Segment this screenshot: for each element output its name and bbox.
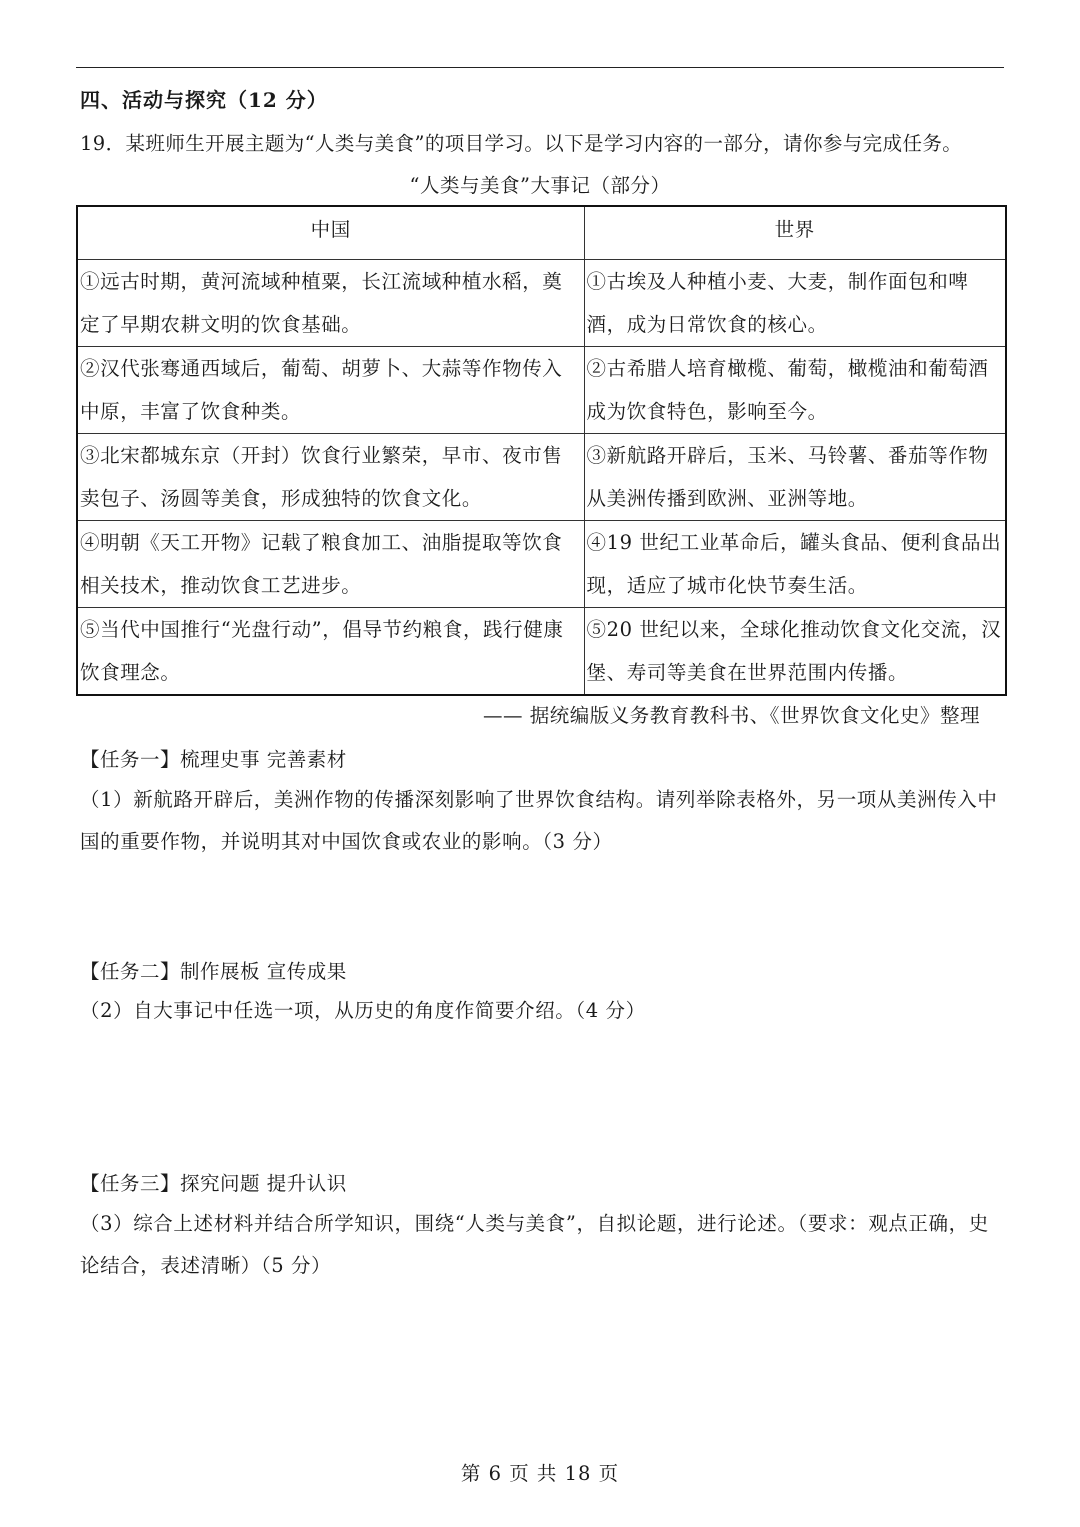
cell-china-4: ④明朝《天工开物》记载了粮食加工、油脂提取等饮食相关技术，推动饮食工艺进步。 bbox=[77, 521, 584, 608]
header-rule bbox=[76, 67, 1004, 68]
cell-world-5: ⑤20 世纪以来，全球化推动饮食文化交流，汉堡、寿司等美食在世界范围内传播。 bbox=[584, 608, 1006, 696]
cell-world-3: ③新航路开辟后，玉米、马铃薯、番茄等作物从美洲传播到欧洲、亚洲等地。 bbox=[584, 434, 1006, 521]
cell-china-2: ②汉代张骞通西域后，葡萄、胡萝卜、大蒜等作物传入中原，丰富了饮食种类。 bbox=[77, 347, 584, 434]
cell-world-2: ②古希腊人培育橄榄、葡萄，橄榄油和葡萄酒成为饮食特色，影响至今。 bbox=[584, 347, 1006, 434]
task-3-question: （3）综合上述材料并结合所学知识，围绕“人类与美食”，自拟论题，进行论述。（要求：观点正确，史论结合，表述清晰）（5 分） bbox=[80, 1212, 989, 1277]
table-row bbox=[77, 434, 1006, 521]
header-china: 中国 bbox=[77, 206, 584, 260]
chronicle-table bbox=[76, 205, 1007, 696]
table-row bbox=[77, 347, 1006, 434]
table-caption: “人类与美食”大事记（部分） bbox=[409, 174, 671, 197]
cell-china-5: ⑤当代中国推行“光盘行动”，倡导节约粮食，践行健康饮食理念。 bbox=[77, 608, 584, 696]
source-note: —— 据统编版义务教育教科书、《世界饮食文化史》整理 bbox=[483, 704, 980, 727]
page-number: 第 6 页 共 18 页 bbox=[460, 1462, 620, 1485]
question-stem: 19．某班师生开展主题为“人类与美食”的项目学习。以下是学习内容的一部分，请你参与完成任务。 bbox=[80, 132, 963, 155]
task-1-question: （1）新航路开辟后，美洲作物的传播深刻影响了世界饮食结构。请列举除表格外，另一项从美洲传入中国的重要作物，并说明其对中国饮食或农业的影响。（3 分） bbox=[80, 788, 998, 853]
task-1-title: 【任务一】梳理史事 完善素材 bbox=[80, 748, 347, 771]
table-row bbox=[77, 260, 1006, 347]
task-2-question: （2）自大事记中任选一项，从历史的角度作简要介绍。（4 分） bbox=[80, 999, 646, 1022]
task-2-title: 【任务二】制作展板 宣传成果 bbox=[80, 960, 347, 983]
cell-china-3: ③北宋都城东京（开封）饮食行业繁荣，早市、夜市售卖包子、汤圆等美食，形成独特的饮食文化。 bbox=[77, 434, 584, 521]
cell-world-1: ①古埃及人种植小麦、大麦，制作面包和啤酒，成为日常饮食的核心。 bbox=[584, 260, 1006, 347]
table-header-row bbox=[77, 206, 1006, 260]
table-row bbox=[77, 521, 1006, 608]
table-row bbox=[77, 608, 1006, 696]
cell-china-1: ①远古时期，黄河流域种植粟，长江流域种植水稻，奠定了早期农耕文明的饮食基础。 bbox=[77, 260, 584, 347]
header-world: 世界 bbox=[584, 206, 1006, 260]
cell-world-4: ④19 世纪工业革命后，罐头食品、便利食品出现，适应了城市化快节奏生活。 bbox=[584, 521, 1006, 608]
task-3-title: 【任务三】探究问题 提升认识 bbox=[80, 1172, 347, 1195]
section-title: 四、活动与探究（12 分） bbox=[80, 88, 328, 112]
